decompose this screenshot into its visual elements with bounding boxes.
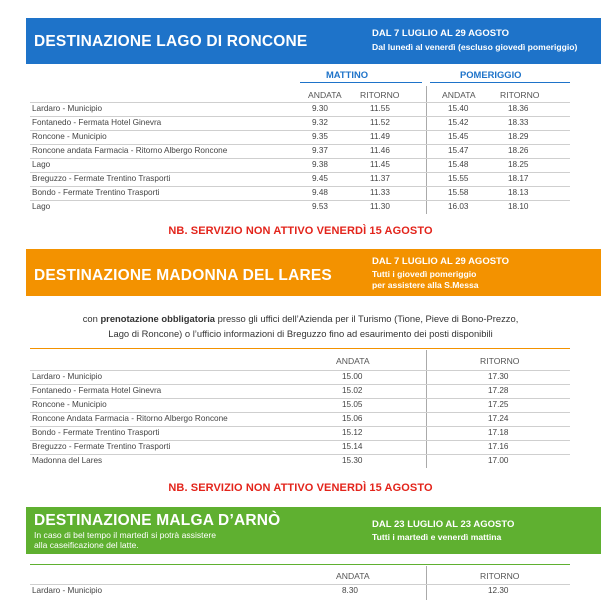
banner-malga-darno [26, 507, 601, 554]
table-row [30, 412, 570, 425]
departure-time: 15.42 [448, 118, 469, 127]
departure-time: 9.38 [312, 160, 328, 169]
departure-time: 11.49 [370, 132, 390, 141]
departure-time: 18.29 [508, 132, 529, 141]
section-date: DAL 7 LUGLIO AL 29 AGOSTO [372, 256, 510, 267]
section-note-line-2: alla caseificazione del latte. [34, 540, 139, 550]
table-row [30, 186, 570, 199]
departure-time: 17.24 [488, 414, 509, 423]
departure-time: 18.25 [508, 160, 529, 169]
stop-name: Bondo - Fermate Trentino Trasporti [32, 428, 160, 437]
departure-time: 11.46 [370, 146, 390, 155]
stop-name: Lardaro - Municipio [32, 372, 103, 381]
stop-name: Roncone - Municipio [32, 132, 107, 141]
departure-time: 11.55 [370, 104, 390, 113]
departure-time: 9.30 [312, 104, 328, 113]
departure-time: 9.48 [312, 188, 328, 197]
departure-time: 15.12 [342, 428, 363, 437]
table-row [30, 398, 570, 411]
departure-time: 9.35 [312, 132, 328, 141]
col-ritorno-afternoon: RITORNO [500, 90, 540, 100]
departure-time: 15.40 [448, 104, 469, 113]
departure-time: 9.32 [312, 118, 328, 127]
departure-time: 9.37 [312, 146, 328, 155]
booking-mandatory: prenotazione obbligatoria [100, 313, 216, 324]
stop-name: Roncone - Municipio [32, 400, 107, 409]
stop-name: Breguzzo - Fermate Trentino Trasporti [32, 442, 171, 451]
section-title: DESTINAZIONE LAGO DI RONCONE [34, 33, 308, 50]
stop-name: Lago [32, 160, 51, 169]
table-row [30, 426, 570, 439]
stop-name: Bondo - Fermate Trentino Trasporti [32, 188, 160, 197]
departure-time: 18.17 [508, 174, 529, 183]
departure-time: 11.30 [370, 202, 390, 211]
departure-time: 16.03 [448, 202, 469, 211]
header-rule [30, 564, 570, 565]
departure-time: 17.18 [488, 428, 509, 437]
table-row [30, 200, 570, 213]
table-row [30, 102, 570, 115]
section-purpose: per assistere alla S.Messa [372, 280, 479, 290]
col-ritorno: RITORNO [480, 356, 520, 366]
departure-time: 15.55 [448, 174, 469, 183]
col-andata-afternoon: ANDATA [442, 90, 476, 100]
departure-time: 18.13 [508, 188, 529, 197]
departure-time: 15.45 [448, 132, 469, 141]
table-row [30, 454, 570, 467]
stop-name: Lago [32, 202, 51, 211]
table-row [30, 172, 570, 185]
departure-time: 17.25 [488, 400, 509, 409]
departure-time: 17.28 [488, 386, 509, 395]
morning-rule [300, 82, 422, 83]
table-row [30, 116, 570, 129]
section-date: DAL 23 LUGLIO AL 23 AGOSTO [372, 519, 515, 530]
departure-time: 9.53 [312, 202, 328, 211]
stop-name: Breguzzo - Fermate Trentino Trasporti [32, 174, 171, 183]
departure-time: 18.10 [508, 202, 529, 211]
period-morning: MATTINO [326, 69, 369, 80]
section-title: DESTINAZIONE MALGA D’ARNÒ [34, 512, 281, 529]
departure-time: 11.52 [370, 118, 390, 127]
departure-time: 15.02 [342, 386, 363, 395]
section-title: DESTINAZIONE MADONNA DEL LARES [34, 267, 332, 284]
col-ritorno: RITORNO [480, 571, 520, 581]
departure-time: 18.26 [508, 146, 529, 155]
departure-time: 11.37 [370, 174, 390, 183]
stop-name: Roncone Andata Farmacia - Ritorno Albergo Roncone [32, 414, 228, 423]
stop-name: Lardaro - Municipio [32, 586, 103, 595]
service-notice: NB. SERVIZIO NON ATTIVO VENERDÌ 15 AGOSTO [168, 482, 433, 494]
afternoon-rule [430, 82, 570, 83]
table-row [30, 144, 570, 157]
col-andata: ANDATA [336, 571, 370, 581]
section-days: Tutti i giovedì pomeriggio [372, 269, 477, 279]
col-ritorno-morning: RITORNO [360, 90, 400, 100]
stop-name: Madonna del Lares [32, 456, 103, 465]
schedule-table-malga-darno [30, 564, 570, 601]
departure-time: 15.48 [448, 160, 469, 169]
section-date: DAL 7 LUGLIO AL 29 AGOSTO [372, 28, 510, 39]
section-days: Tutti i martedì e venerdì mattina [372, 532, 502, 542]
col-andata: ANDATA [336, 356, 370, 366]
departure-time: 17.30 [488, 372, 509, 381]
departure-time: 15.00 [342, 372, 363, 381]
departure-time: 18.36 [508, 104, 529, 113]
booking-line-2: Lago di Roncone) o l’ufficio informazioni di Breguzzo fino ad esaurimento dei posti disponibili [108, 328, 493, 339]
stop-name: Fontanedo - Fermata Hotel Ginevra [32, 118, 162, 127]
booking-line-1: con prenotazione obbligatoria presso gli uffici dell’Azienda per il Turismo (Tione, Pieve di Bono-Prezzo, [82, 313, 519, 324]
header-rule [30, 348, 570, 349]
table-row [30, 384, 570, 397]
stop-name: Lardaro - Municipio [32, 104, 103, 113]
departure-time: 15.58 [448, 188, 469, 197]
departure-time: 11.45 [370, 160, 390, 169]
banner-lago-di-roncone [26, 18, 601, 64]
departure-time: 15.14 [342, 442, 363, 451]
table-row [30, 158, 570, 171]
departure-time: 11.33 [370, 188, 390, 197]
schedule-table-madonna-del-lares [30, 348, 570, 470]
col-andata-morning: ANDATA [308, 90, 342, 100]
banner-madonna-del-lares [26, 249, 601, 296]
departure-time: 12.30 [488, 586, 509, 595]
table-row [30, 370, 570, 383]
table-row [30, 440, 570, 453]
section-note-line-1: In caso di bel tempo il martedì si potrà assistere [34, 530, 216, 540]
period-afternoon: POMERIGGIO [460, 69, 522, 80]
schedule-table-lago-di-roncone [30, 66, 570, 216]
departure-time: 18.33 [508, 118, 529, 127]
departure-time: 15.05 [342, 400, 363, 409]
departure-time: 17.16 [488, 442, 509, 451]
departure-time: 8.30 [342, 586, 358, 595]
departure-time: 15.30 [342, 456, 363, 465]
departure-time: 9.45 [312, 174, 328, 183]
departure-time: 17.00 [488, 456, 509, 465]
stop-name: Roncone andata Farmacia - Ritorno Albergo Roncone [32, 146, 228, 155]
departure-time: 15.47 [448, 146, 469, 155]
section-days: Dal lunedì al venerdì (escluso giovedì pomeriggio) [372, 42, 578, 52]
booking-info [10, 311, 591, 341]
table-row [30, 130, 570, 143]
table-row [30, 584, 570, 597]
service-notice: NB. SERVIZIO NON ATTIVO VENERDÌ 15 AGOSTO [168, 225, 433, 237]
stop-name: Fontanedo - Fermata Hotel Ginevra [32, 386, 162, 395]
departure-time: 15.06 [342, 414, 363, 423]
